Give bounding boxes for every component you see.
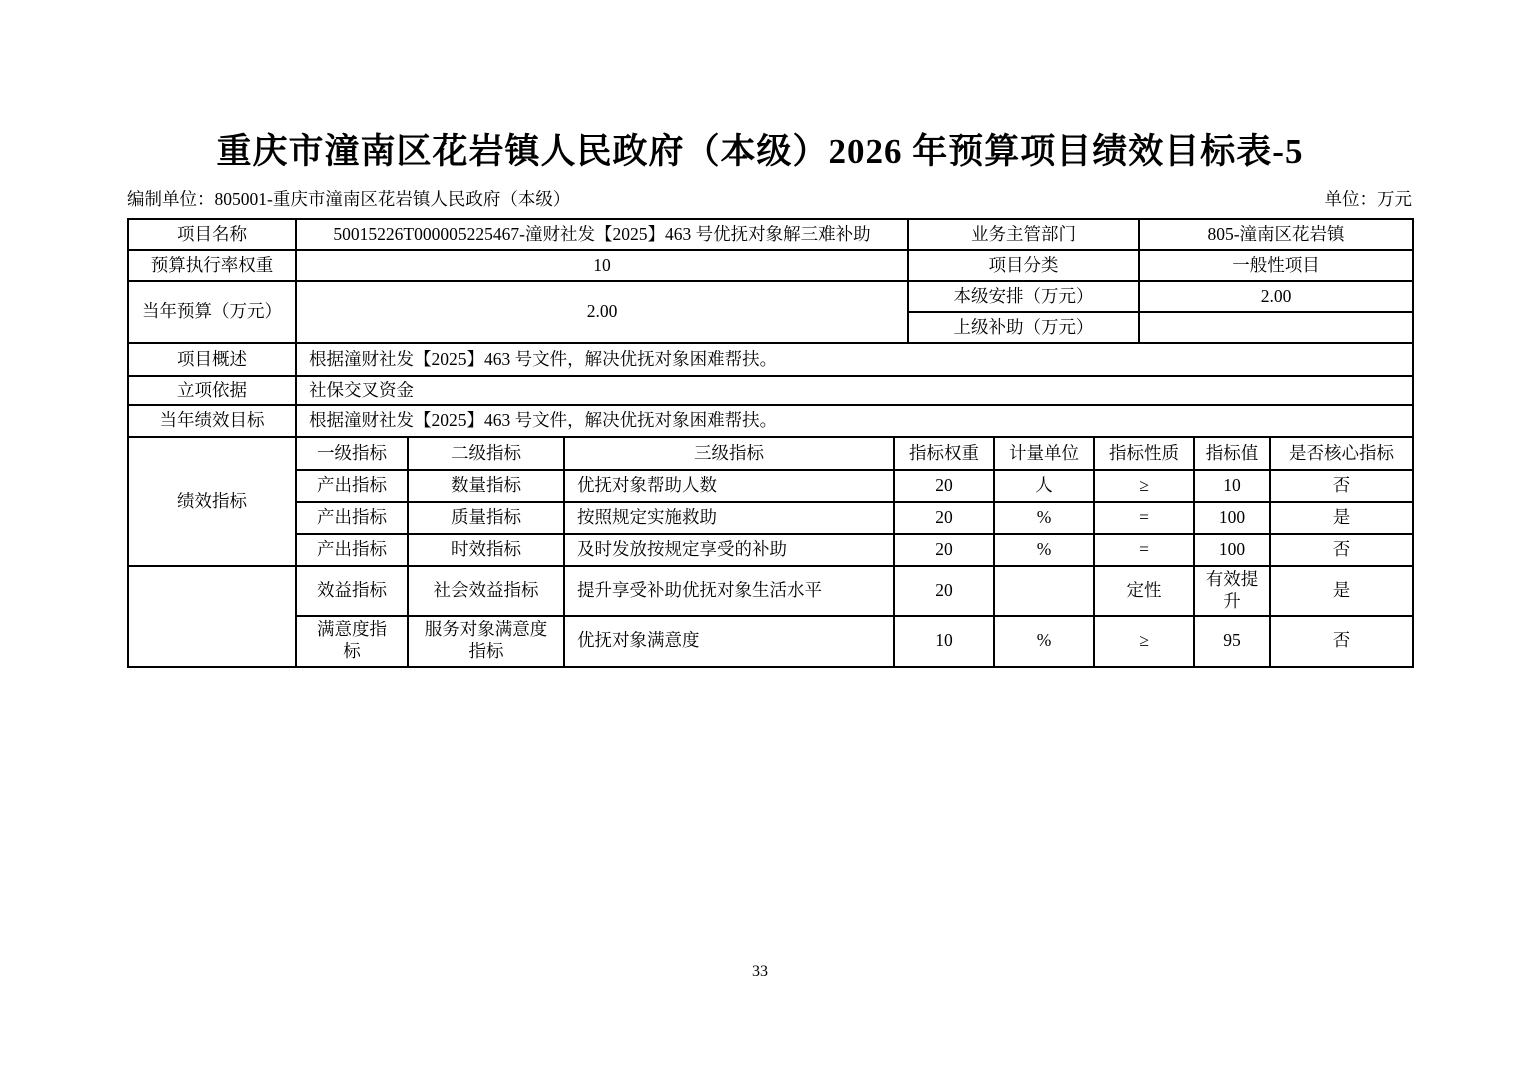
indicator-value: 10 [1194,470,1270,502]
indicator-core: 是 [1270,566,1413,616]
indicator-row [128,566,1413,616]
header-level3: 三级指标 [564,437,894,470]
indicator-level2: 质量指标 [408,502,564,534]
table-row [128,405,1413,437]
indicator-nature: = [1094,534,1194,566]
budget-performance-table [127,218,1412,668]
indicator-level3: 优抚对象帮助人数 [564,470,894,502]
indicator-unit [994,566,1094,616]
exec-rate-weight-label: 预算执行率权重 [128,250,296,281]
header-nature: 指标性质 [1094,437,1194,470]
indicator-value: 100 [1194,502,1270,534]
indicator-level1: 产出指标 [296,502,408,534]
indicator-core: 否 [1270,534,1413,566]
exec-rate-weight-value: 10 [296,250,908,281]
indicator-level3: 及时发放按规定享受的补助 [564,534,894,566]
indicator-weight: 10 [894,616,994,667]
header-value: 指标值 [1194,437,1270,470]
indicator-nature: ≥ [1094,470,1194,502]
dept-value: 805-潼南区花岩镇 [1139,219,1413,250]
prepared-by-label: 编制单位：805001-重庆市潼南区花岩镇人民政府（本级） [127,189,571,209]
superior-subsidy-value [1139,312,1413,343]
indicator-row [128,502,1413,534]
indicator-level1: 效益指标 [296,566,408,616]
indicator-level2: 服务对象满意度指标 [408,616,564,667]
annual-goal-value: 根据潼财社发【2025】463 号文件，解决优抚对象困难帮扶。 [296,405,1413,437]
table-row [128,250,1413,281]
header-unit: 计量单位 [994,437,1094,470]
indicator-core: 是 [1270,502,1413,534]
header-level1: 一级指标 [296,437,408,470]
overview-value: 根据潼财社发【2025】463 号文件，解决优抚对象困难帮扶。 [296,343,1413,376]
unit-label: 单位：万元 [1324,189,1412,209]
indicator-unit: 人 [994,470,1094,502]
page-number: 33 [752,963,768,980]
header-core: 是否核心指标 [1270,437,1413,470]
indicator-level1: 产出指标 [296,534,408,566]
basis-label: 立项依据 [128,376,296,405]
header-level2: 二级指标 [408,437,564,470]
indicator-level2: 时效指标 [408,534,564,566]
indicators-table [127,436,1414,668]
header-weight: 指标权重 [894,437,994,470]
indicator-header-row [128,437,1413,470]
indicator-row [128,616,1413,667]
indicator-section-spacer-cell [128,566,296,667]
indicator-section-label: 绩效指标 [128,437,296,566]
indicator-level3: 提升享受补助优抚对象生活水平 [564,566,894,616]
table-row [128,376,1413,405]
indicator-value: 有效提升 [1194,566,1270,616]
basis-value: 社保交叉资金 [296,376,1413,405]
indicator-level2: 社会效益指标 [408,566,564,616]
indicator-nature: = [1094,502,1194,534]
project-name-value: 50015226T000005225467-潼财社发【2025】463 号优抚对象解三难补助 [296,219,908,250]
dept-label: 业务主管部门 [908,219,1139,250]
indicator-weight: 20 [894,566,994,616]
project-name-label: 项目名称 [128,219,296,250]
indicator-level1: 满意度指标 [296,616,408,667]
indicator-row [128,534,1413,566]
table-row [128,281,1413,312]
indicator-level2: 数量指标 [408,470,564,502]
category-value: 一般性项目 [1139,250,1413,281]
superior-subsidy-label: 上级补助（万元） [908,312,1139,343]
annual-goal-label: 当年绩效目标 [128,405,296,437]
project-info-table [127,218,1414,438]
indicator-unit: % [994,502,1094,534]
indicator-unit: % [994,616,1094,667]
annual-budget-label: 当年预算（万元） [128,281,296,343]
indicator-value: 100 [1194,534,1270,566]
indicator-level1: 产出指标 [296,470,408,502]
table-row [128,343,1413,376]
page-title: 重庆市潼南区花岩镇人民政府（本级）2026 年预算项目绩效目标表-5 [216,132,1304,171]
indicator-level3: 按照规定实施救助 [564,502,894,534]
indicator-core: 否 [1270,470,1413,502]
indicator-weight: 20 [894,534,994,566]
category-label: 项目分类 [908,250,1139,281]
annual-budget-value: 2.00 [296,281,908,343]
indicator-weight: 20 [894,470,994,502]
table-row [128,219,1413,250]
overview-label: 项目概述 [128,343,296,376]
local-arrangement-value: 2.00 [1139,281,1413,312]
indicator-core: 否 [1270,616,1413,667]
indicator-row [128,470,1413,502]
indicator-level3: 优抚对象满意度 [564,616,894,667]
indicator-weight: 20 [894,502,994,534]
indicator-value: 95 [1194,616,1270,667]
local-arrangement-label: 本级安排（万元） [908,281,1139,312]
meta-row [127,186,1412,211]
indicator-nature: ≥ [1094,616,1194,667]
indicator-unit: % [994,534,1094,566]
indicator-nature: 定性 [1094,566,1194,616]
